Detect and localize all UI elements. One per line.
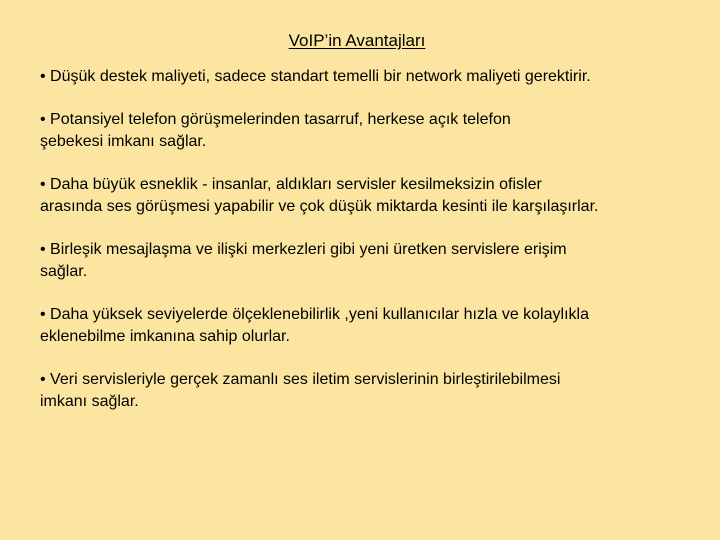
bullet-item-unified-messaging: • Birleşik mesajlaşma ve ilişki merkezleri gibi yeni üretken servislere erişim sağlar. <box>40 241 567 280</box>
bullet-item-flexibility: • Daha büyük esneklik - insanlar, aldıkları servisler kesilmeksizin ofisler arasında ses görüşmesi yapabilir ve çok düşük miktarda kesinti ile karşılaşırlar. <box>40 176 599 215</box>
bullet-item-integration: • Veri servisleriyle gerçek zamanlı ses iletim servislerinin birleştirilebilmesi imkanı sağlar. <box>40 371 561 410</box>
bullet-list <box>40 66 710 434</box>
bullet-item-scalability: • Daha yüksek seviyelerde ölçeklenebilirlik ,yeni kullanıcılar hızla ve kolaylıkla eklenebilme imkanına sahip olurlar. <box>40 306 589 345</box>
bullet-item-savings: • Potansiyel telefon görüşmelerinden tasarruf, herkese açık telefon şebekesi imkanı sağlar. <box>40 111 511 150</box>
bullet-item-cost: • Düşük destek maliyeti, sadece standart temelli bir network maliyeti gerektirir. <box>40 68 591 85</box>
slide-title: VoIP’in Avantajları <box>288 31 426 50</box>
